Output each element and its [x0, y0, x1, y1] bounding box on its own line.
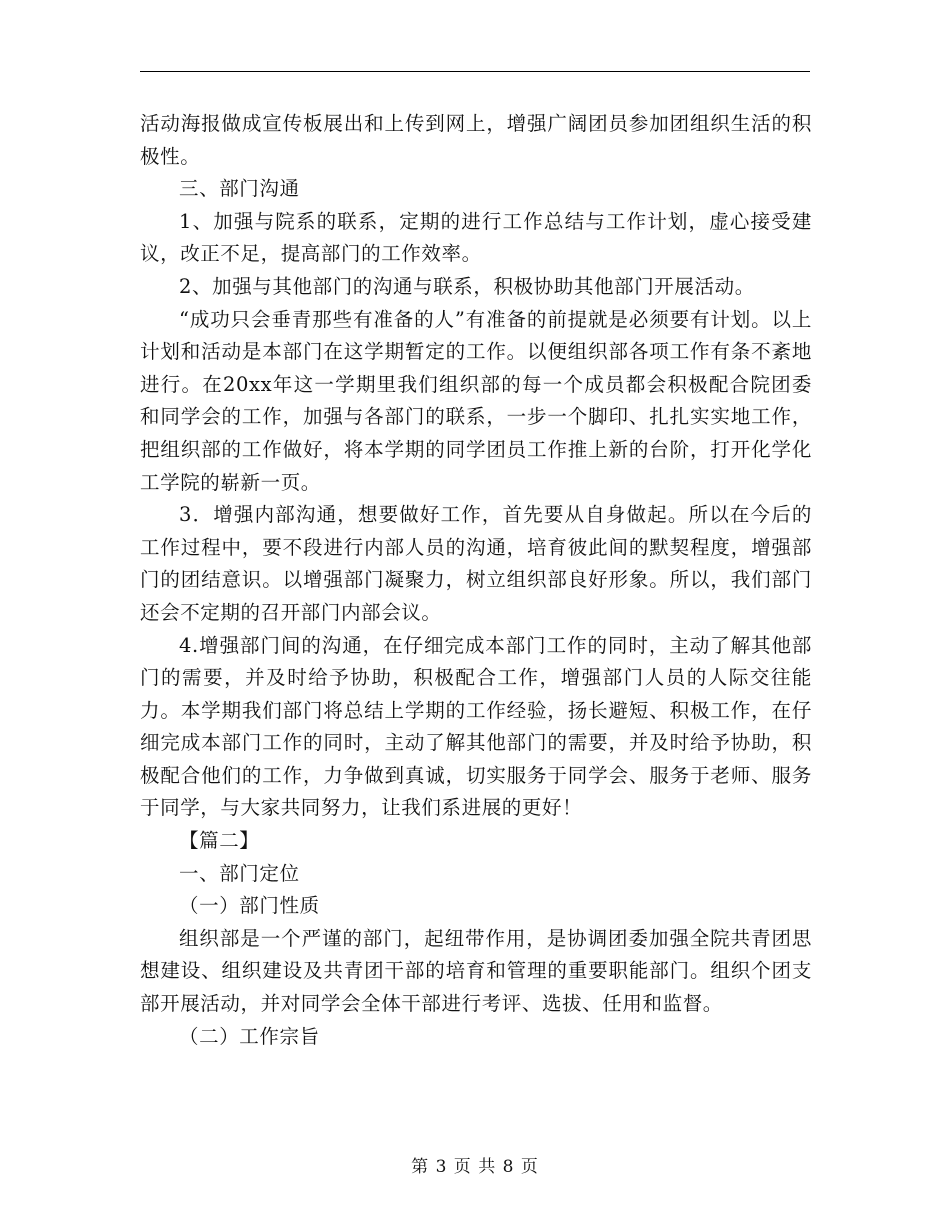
paragraph-0: 活动海报做成宣传板展出和上传到网上，增强广阔团员参加团组织生活的积极性。	[140, 112, 812, 168]
section-heading-communication: 三、部门沟通	[179, 177, 300, 201]
paragraph-4: “成功只会垂青那些有准备的人”有准备的前提就是必须要有计划。以上计划和活动是本部门在这学期暂定的工作。以便组织部各项工作有条不紊地进行。在20xx年这一学期里我们组织部的每一个成员都会积极配合院团委和同学会的工作，加强与各部门的联系，一步一个脚印、扎扎实实地工作，把组织部的工作做好，将本学期的同学团员工作推上新的台阶，打开化学化工学院的崭新一页。	[140, 307, 812, 494]
paragraph-6: 4.增强部门间的沟通，在仔细完成本部门工作的同时，主动了解其他部门的需要，并及时给予协助，积极配合工作，增强部门人员的人际交往能力。本学期我们部门将总结上学期的工作经验，扬长避短、积极工作，在仔细完成本部门工作的同时，主动了解其他部门的需要，并及时给予协助，积极配合他们的工作，力争做到真诚，切实服务于同学会、服务于老师、服务于同学，与大家共同努力，让我们系进展的更好！	[140, 633, 812, 820]
paragraph-2: 1、加强与院系的联系，定期的进行工作总结与工作计划，虚心接受建议，改正不足，提高部门的工作效率。	[140, 209, 812, 266]
section-heading-positioning: 一、部门定位	[179, 861, 300, 885]
paragraph-10: 组织部是一个严谨的部门，起纽带作用，是协调团委加强全院共青团思想建设、组织建设及共青团干部的培育和管理的重要职能部门。组织个团支部开展活动，并对同学会全体干部进行考评、选拔、任用和监督。	[140, 926, 812, 1016]
paragraph-3: 2、加强与其他部门的沟通与联系，积极协助其他部门开展活动。	[179, 274, 755, 298]
page-number-footer: 第 3 页 共 8 页	[411, 1157, 539, 1177]
paragraph-5: 3．增强内部沟通，想要做好工作，首先要从自身做起。所以在今后的工作过程中，要不段进行内部人员的沟通，培育彼此间的默契程度，增强部门的团结意识。以增强部门凝聚力，树立组织部良好形象。所以，我们部门还会不定期的召开部门内部会议。	[140, 503, 812, 624]
header-rule	[140, 71, 810, 72]
section-heading-part-two: 【篇二】	[179, 829, 260, 853]
subsection-heading-nature: （一）部门性质	[179, 894, 320, 918]
subsection-heading-purpose: （二）工作宗旨	[179, 1024, 320, 1048]
document-body	[140, 108, 812, 1053]
